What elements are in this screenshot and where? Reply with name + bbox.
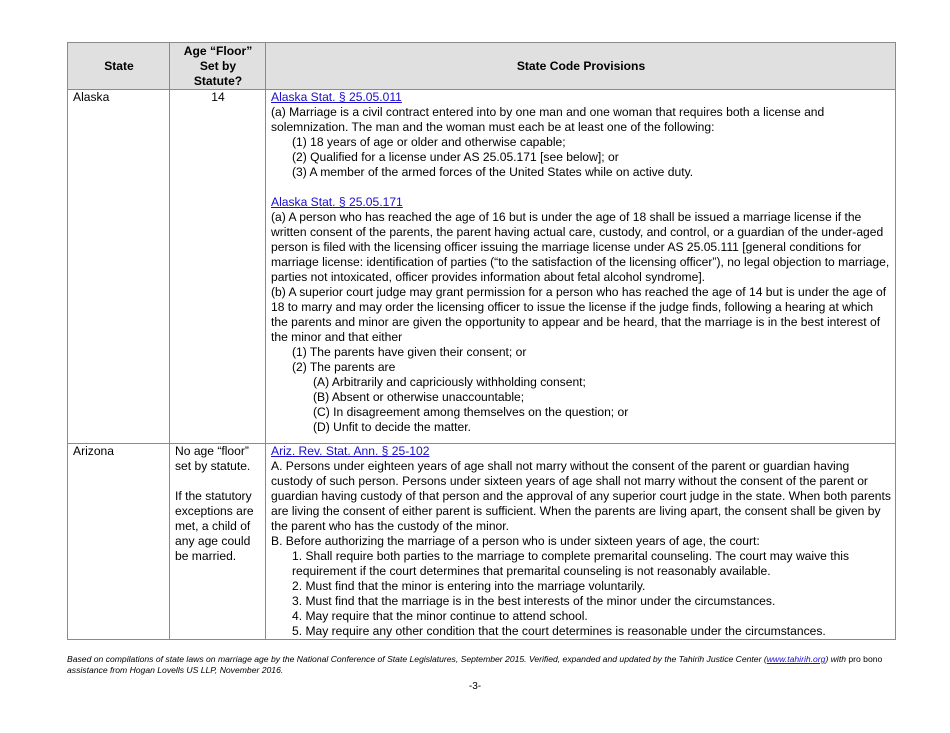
provision-text: (3) A member of the armed forces of the United States while on active duty.	[292, 165, 694, 179]
provision-text: 5. May require any other condition that the court determines is reasonable under the circumstances.	[292, 624, 826, 638]
footer-text: ) with	[825, 654, 849, 664]
age-note: If the statutory exceptions are met, a child of any age could be married.	[175, 489, 254, 563]
provision-text: 4. May require that the minor continue to attend school.	[292, 609, 588, 623]
table-header-row	[68, 43, 896, 90]
provision-text: (1) 18 years of age or older and otherwise capable;	[292, 135, 566, 149]
spacer	[175, 474, 261, 489]
tahirih-website-link[interactable]: www.tahirih.org	[766, 654, 826, 664]
footer-text: assistance from Hogan Lovells US LLP, November 2016.	[67, 665, 284, 675]
page-number: -3-	[468, 681, 482, 692]
provision-text: (D) Unfit to decide the matter.	[313, 420, 471, 434]
provisions-cell-arizona	[266, 444, 896, 640]
statute-link-alaska-25-05-011[interactable]: Alaska Stat. § 25.05.011	[271, 90, 402, 104]
header-state: State	[68, 43, 170, 90]
statute-link-alaska-25-05-171[interactable]: Alaska Stat. § 25.05.171	[271, 195, 403, 209]
table-row-arizona	[68, 444, 896, 640]
provision-text: (2) Qualified for a license under AS 25.05.171 [see below]; or	[292, 150, 619, 164]
provision-text: 1. Shall require both parties to the marriage to complete premarital counseling. The court may waive this requirement if the court determines that premarital counseling is not reasonably available.	[292, 549, 850, 578]
state-law-table	[67, 42, 896, 640]
provision-text: (B) Absent or otherwise unaccountable;	[313, 390, 525, 404]
provision-text: (A) Arbitrarily and capriciously withholding consent;	[313, 375, 586, 389]
footer-source-note	[67, 654, 895, 676]
spacer	[271, 180, 891, 195]
provision-text: B. Before authorizing the marriage of a person who is under sixteen years of age, the court:	[271, 534, 760, 548]
provision-text: (a) Marriage is a civil contract entered into by one man and one woman that requires both a license and solemnization. The man and the woman must each be at least one of the following:	[271, 105, 825, 134]
header-age-floor: Age “Floor” Set by Statute?	[170, 43, 266, 90]
provision-text: 2. Must find that the minor is entering into the marriage voluntarily.	[292, 579, 646, 593]
state-cell-arizona: Arizona	[68, 444, 170, 640]
age-cell-arizona	[170, 444, 266, 640]
provision-text: (C) In disagreement among themselves on the question; or	[313, 405, 629, 419]
age-note: No age “floor” set by statute.	[175, 444, 251, 473]
statute-link-arizona-25-102[interactable]: Ariz. Rev. Stat. Ann. § 25-102	[271, 444, 430, 458]
provision-text: (b) A superior court judge may grant permission for a person who has reached the age of 14 but is under the age of 18 to marry and may order the licensing officer to issue the license if the judge finds, following a hearing at which the parents and minor are given the opportunity to appear and be heard, that the marriage is in the best interest of the minor and that either	[271, 285, 887, 344]
provision-text: (2) The parents are	[292, 360, 396, 374]
provision-text: 3. Must find that the marriage is in the best interests of the minor under the circumstances.	[292, 594, 776, 608]
footer-text: Based on compilations of state laws on marriage age by the National Conference of State Legislatures, September 2015. Verified, expanded and updated by the Tahirih Justice Center (	[67, 654, 767, 664]
provision-text: A. Persons under eighteen years of age shall not marry without the consent of the parent or guardian having custody of such person. Persons under sixteen years of age shall not marry without the consent of the parent or guardian having custody of that person and the approval of any superior court judge in the state. When both parents are living the consent of either parent is sufficient. When the parents are living apart, the consent shall be given by the parent who has the custody of the minor.	[271, 459, 891, 533]
footer-pro-bono: pro bono	[848, 654, 883, 664]
state-cell-alaska: Alaska	[68, 90, 170, 444]
table-row-alaska	[68, 90, 896, 444]
header-provisions: State Code Provisions	[266, 43, 896, 90]
provision-text: (1) The parents have given their consent; or	[292, 345, 527, 359]
provisions-cell-alaska	[266, 90, 896, 444]
provision-text: (a) A person who has reached the age of 16 but is under the age of 18 shall be issued a marriage license if the written consent of the parents, the parent having actual care, custody, and control, or a guardian of the under-aged person is filed with the licensing officer issuing the marriage license under AS 25.05.111 [general conditions for marriage license: identification of parties (“to the satisfaction of the licensing officer”), no legal objection to marriage, parties not intoxicated, officer provides information about fetal alcohol syndrome].	[271, 210, 890, 284]
age-cell-alaska: 14	[170, 90, 266, 444]
